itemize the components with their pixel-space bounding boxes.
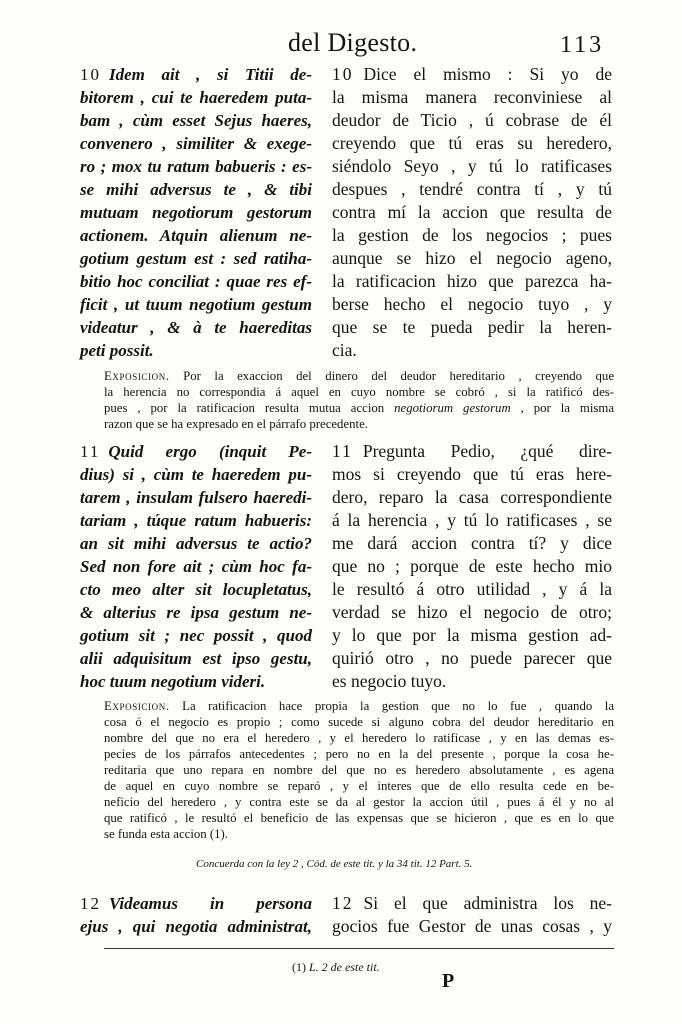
text-line: la misma manera reconviniese al [332,87,612,107]
text-line: actionem. Atquin alienum ne- [80,226,312,245]
text-line: dero, reparo la casa correspondiente [332,487,612,507]
section-11-spanish [332,440,612,693]
note-text: Por la exaccion del dinero del deudor hereditario , creyendo que [183,369,615,383]
signature-mark: P [442,970,455,992]
paragraph-number: 10 [332,64,354,84]
text-line: aunque se hizo el negocio ageno, [332,248,612,268]
paragraph-number: 11 [80,442,101,461]
text-line: es negocio tuyo. [332,671,447,691]
text-line: siéndolo Seyo , y tú lo ratificases [332,156,612,176]
note-line: la herencia no correspondia á aquel en cuyo nombre se cobró , si la ratificó des- [104,385,614,399]
text-line: ejus , qui negotia administrat, [80,917,312,936]
text-line: la ratificacion hizo que parezca ha- [332,271,612,291]
footnote-text: L. 2 de este tit. [309,960,380,974]
text-line: deudor de Ticio , ú cobrase de él [332,110,612,130]
section-10-spanish [332,63,612,362]
latin-line-text: Videamus in persona [109,894,312,913]
footnote-rule [104,948,614,949]
text-line: videatur , & à te haereditas [80,318,312,337]
note-line [104,400,614,416]
note-line: que ratificó , le resultó el beneficio de las expensas que se hicieron , que es en lo que [104,811,614,825]
text-line: cto meo alter sit locupletatus, [80,580,312,599]
section-10-latin [80,63,312,362]
text-line: contra mí la accion que resulta de [332,202,612,222]
text-line: Sed non fore ait ; cùm hoc fa- [80,557,312,576]
note-line: neficio del heredero , y contra este se da al gestor la accion útil , pues á él y no al [104,795,614,809]
text-line: me dará accion contra tí? y dice [332,533,612,553]
text-line: dius) si , cùm te haeredem pu- [80,465,312,484]
text-line: creyendo que tú eras su heredero, [332,133,612,153]
text-line: gotium sit ; nec possit , quod [80,626,312,645]
note-line: razon que se ha expresado en el párrafo precedente. [104,417,368,431]
exposition-label: Exposicion. [104,369,170,383]
footnote-mark: (1) [292,960,306,974]
text-line: & alterius re ipsa gestum ne- [80,603,312,622]
running-title: del Digesto. [288,28,418,57]
paragraph-number: 12 [332,893,354,913]
text-line: berse hecho el negocio tuyo , y [332,294,612,314]
text-line: quirió otro , no puede parecer que [332,648,612,668]
concordance-note: Concuerda con la ley 2 , Cód. de este tit. y la 34 tit. 12 Part. 5. [196,858,473,870]
note-text: pues , por la ratificacion resulta mutua accion [104,401,385,415]
note-line: pecies de los párrafos antecedentes ; pero no en la del presente , porque la cosa he- [104,747,614,761]
text-line: tarem , insulam fulsero haeredi- [80,488,312,507]
text-line: cia. [332,340,357,360]
note-line [104,368,614,384]
text-line: y lo que por la misma gestion ad- [332,625,612,645]
footnote [292,960,380,975]
text-line: la gestion de los negocios ; pues [332,225,612,245]
text-line: hoc tuum negotium videri. [80,672,266,691]
paragraph-number: 11 [332,441,353,461]
note-line [104,698,614,714]
text-line: que se te pueda pedir la heren- [332,317,612,337]
text-line: despues , tendré contra tí , y tú [332,179,612,199]
text-line [332,63,612,86]
note-italic-phrase: negotiorum gestorum [394,401,511,415]
text-line: tariam , túque ratum habueris: [80,511,312,530]
text-line [332,892,612,915]
spanish-line-text: Dice el mismo : Si yo de [363,64,612,84]
text-line: bitorem , cui te haeredem puta- [80,88,312,107]
text-line: an sit mihi adversus te actio? [80,534,312,553]
text-line: gocios fue Gestor de unas cosas , y [332,916,612,936]
note-line: reditaria que uno repara en nombre del que no es heredero absolutamente , es agena [104,763,614,777]
text-line: mutuam negotiorum gestorum [80,203,312,222]
exposition-label: Exposicion. [104,699,170,713]
text-line: alii adquisitum est ipso gestu, [80,649,312,668]
note-line: de aquel en cuyo nombre se reparó , y el interes que de ello resulta cede en be- [104,779,614,793]
note-text: La ratificacion hace propia la gestion que no lo fue , quando la [182,699,615,713]
text-line [332,440,612,463]
note-line: cosa ó el negocio es propio ; como sucede si alguno cobra del deudor hereditario en [104,715,614,729]
text-line: gotium gestum est : sed ratiha- [80,249,312,268]
section-12-spanish [332,892,612,938]
text-line: ficit , ut tuum negotium gestum [80,295,312,314]
note-line: se funda esta accion (1). [104,827,229,841]
page-number: 113 [560,32,605,58]
text-line [80,440,312,463]
note-text: , por la misma [520,401,615,415]
spanish-line-text: Si el que administra los ne- [363,893,612,913]
spanish-line-text: Pregunta Pedio, ¿qué dire- [362,441,612,461]
text-line: que no ; porque de este hecho mio [332,556,612,576]
text-line [80,892,312,915]
paragraph-number: 10 [80,65,101,84]
text-line [80,63,312,86]
paragraph-number: 12 [80,894,101,913]
exposition-note-10 [104,368,614,432]
section-11-latin [80,440,312,693]
exposition-note-11 [104,698,614,842]
note-line: nombre del que no era el heredero , y el heredero lo ratificase , y en las demas es- [104,731,614,745]
text-line: bitio hoc conciliat : quae res ef- [80,272,312,291]
text-line: ro ; mox tu ratum babueris : es- [80,157,312,176]
text-line: se mihi adversus te , & tibi [80,180,312,199]
text-line: mos si creyendo que tú eras here- [332,464,612,484]
section-12-latin [80,892,312,938]
latin-line-text: Quid ergo (inquit Pe- [108,442,312,461]
text-line: le resultó á otro utilidad , y á la [332,579,612,599]
text-line: verdad se hizo el negocio de otro; [332,602,612,622]
text-line: á la herencia , y tú lo ratificases , se [332,510,612,530]
text-line: convenero , similiter & exege- [80,134,312,153]
text-line: bam , cùm esset Sejus haeres, [80,111,312,130]
latin-line-text: Idem ait , si Titii de- [109,65,312,84]
text-line: peti possit. [80,341,154,360]
running-head [0,28,682,64]
